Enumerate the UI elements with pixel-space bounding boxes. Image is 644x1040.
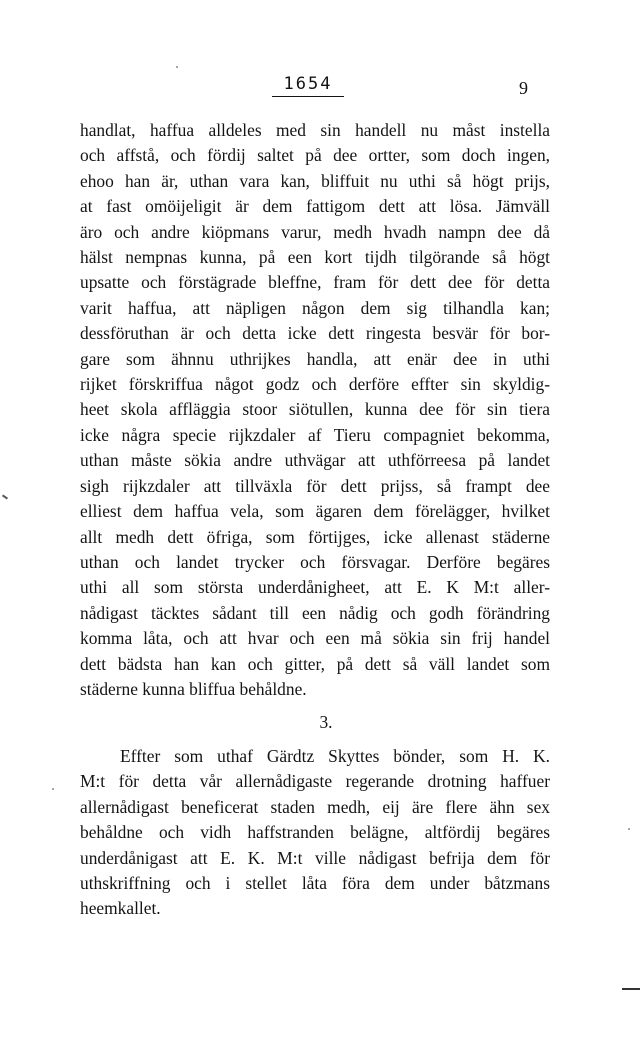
text-line: hälst nempnas kunna, på een kort tijdh tilgörande så högt xyxy=(80,247,550,268)
text-line: Effter som uthaf Gärdtz Skyttes bönder, som H. K. xyxy=(120,746,550,766)
text-line: och affstå, och fördij saltet på dee ortter, som doch ingen, xyxy=(80,145,550,166)
scan-speck xyxy=(628,828,630,830)
text-line: dessföruthan är och detta icke dett ringesta besvär för bor- xyxy=(80,323,550,344)
scan-speck xyxy=(52,788,54,790)
section-number: 3. xyxy=(319,712,333,732)
text-line: uthan måste sökia andre uthvägar att uthförreesa på landet xyxy=(80,450,550,471)
text-line: varit haffua, att näpligen någon dem sig tilhandla kan; xyxy=(80,297,550,318)
paragraph-1 xyxy=(80,118,550,702)
text-line: komma låta, och att hvar och een må sökia sin frij handel xyxy=(80,628,550,649)
text-line: allernådigast beneficerat staden medh, eij äre flere ähn sex xyxy=(80,796,550,817)
text-line: icke några specie rijkzdaler af Tieru compagniet bekomma, xyxy=(80,424,550,445)
text-line: uthskriffning och i stellet låta föra dem under båtzmans xyxy=(80,873,550,894)
text-line: handlat, haffua alldeles med sin handell nu måst instella xyxy=(80,120,550,140)
text-line: gare som ähnnu uthrijkes handla, att enär dee in uthi xyxy=(80,348,550,369)
page-edge-mark xyxy=(622,988,640,990)
text-line: behåldne och vidh haffstranden belägne, altfördij begäres xyxy=(80,822,550,843)
text-line: heet skola affläggia stoor siötullen, kunna dee för sin tiera xyxy=(80,399,550,420)
running-header-year: 1654 xyxy=(272,74,344,97)
text-line: äro och andre kiöpmans varur, medh hvadh nampn dee då xyxy=(80,221,550,242)
page-number: 9 xyxy=(519,78,528,98)
margin-mark xyxy=(2,494,8,499)
text-line: uthi all som största underdånigheet, att E. K M:t aller- xyxy=(80,577,550,598)
text-line: M:t för detta vår allernådigaste regerande drotning haffuer xyxy=(80,771,550,792)
text-line: nådigast täcktes sådant till een nådig och godh förändring xyxy=(80,602,550,623)
scan-speck xyxy=(176,66,178,68)
text-line: städerne kunna bliffua behåldne. xyxy=(80,678,307,699)
text-line: upsatte och förstägrade bleffne, fram för dett dee för detta xyxy=(80,272,550,293)
text-line: at fast omöijeligit är dem fattigom dett att lösa. Jämväll xyxy=(80,196,550,217)
text-line: heemkallet. xyxy=(80,898,161,919)
paragraph-2 xyxy=(80,744,550,922)
text-line: rijket förskriffua något godz och derföre effter sin skyldig- xyxy=(80,374,550,395)
text-line: ehoo han är, uthan vara kan, bliffuit nu uthi så högt prijs, xyxy=(80,170,550,191)
text-line: allt medh dett öfriga, som förtijges, icke allenast städerne xyxy=(80,526,550,547)
text-line: uthan och landet trycker och försvagar. Derföre begäres xyxy=(80,551,550,572)
text-line: underdånigast att E. K. M:t ville nådigast befrija dem för xyxy=(80,847,550,868)
text-line: elliest dem haffua vela, som ägaren dem förelägger, hvilket xyxy=(80,501,550,522)
text-line: sigh rijkzdaler att tillväxla för dett prijss, så frampt dee xyxy=(80,475,550,496)
text-line: dett bädsta han kan och gitter, på dett så väll landet som xyxy=(80,653,550,674)
